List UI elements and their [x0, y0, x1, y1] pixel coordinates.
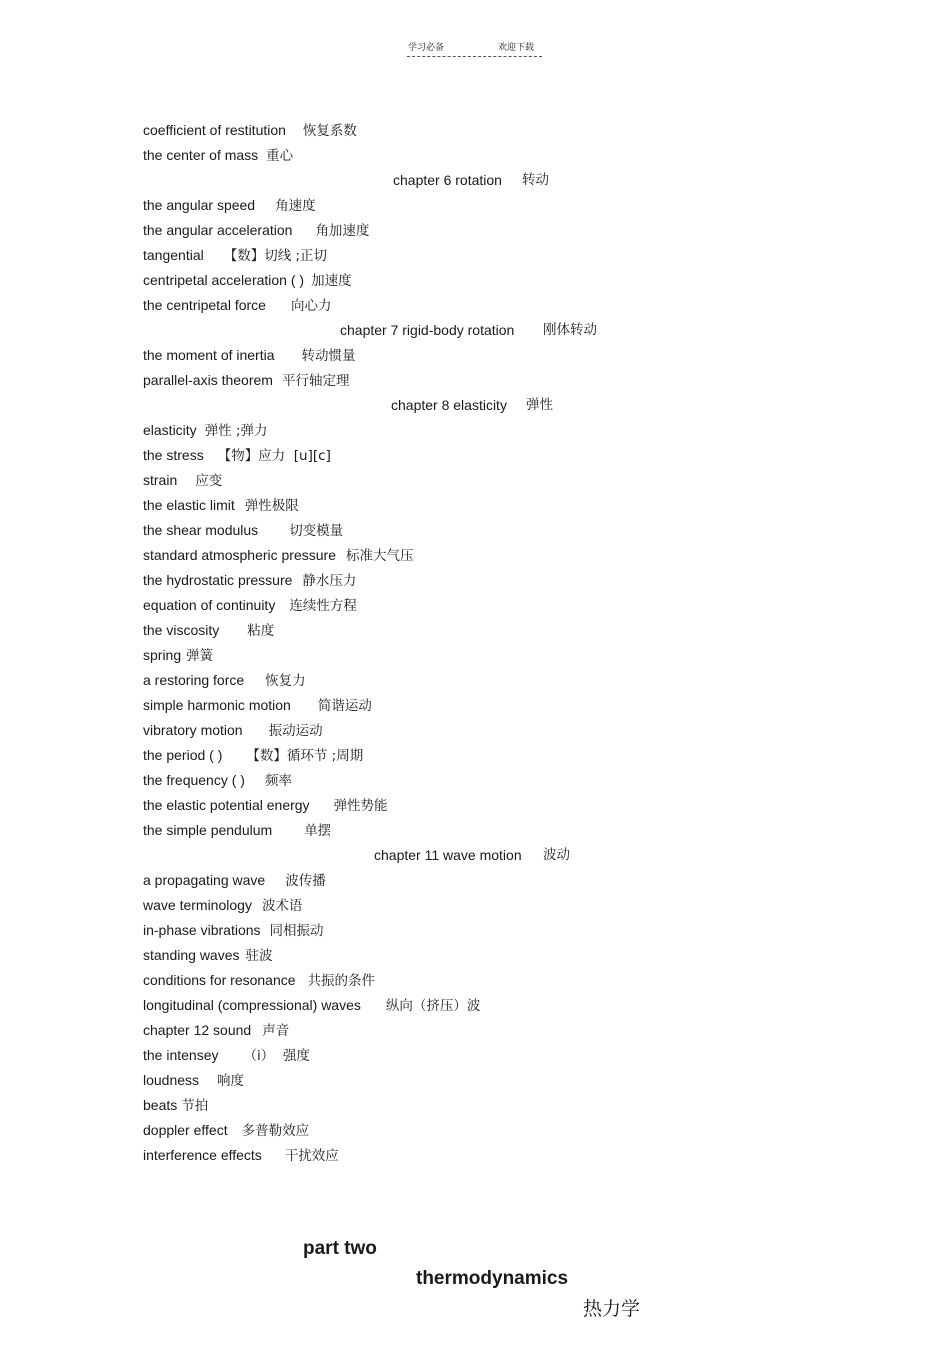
term-en: interference effects [143, 1147, 262, 1163]
chapter-heading [143, 318, 843, 343]
glossary-entry [143, 868, 843, 893]
term-en: coefficient of restitution [143, 122, 286, 138]
term-zh: 恢复系数 [302, 123, 357, 139]
glossary-entry [143, 718, 843, 743]
term-zh: 响度 [217, 1073, 245, 1089]
glossary-entry [143, 593, 843, 618]
term-zh: （i） 强度 [243, 1048, 310, 1064]
term-zh: 频率 [264, 773, 292, 789]
term-en: beats [143, 1097, 178, 1113]
glossary-entry [143, 1118, 843, 1143]
chapter-heading [143, 843, 843, 868]
term-en: the period ( ) [143, 747, 223, 763]
term-en: the elastic potential energy [143, 797, 310, 813]
glossary-entry [143, 543, 843, 568]
term-en: equation of continuity [143, 597, 276, 613]
term-en: spring [143, 647, 182, 663]
term-zh: 标准大气压 [346, 548, 414, 564]
glossary-entry [143, 968, 843, 993]
term-zh: 角速度 [275, 198, 316, 214]
term-en: the moment of inertia [143, 347, 275, 363]
term-zh: 恢复力 [265, 673, 306, 689]
term-en: the viscosity [143, 622, 220, 638]
term-en: the centripetal force [143, 297, 266, 313]
term-zh: 粘度 [247, 623, 275, 639]
term-zh: 转动惯量 [301, 348, 356, 364]
term-zh: 波传播 [285, 873, 326, 889]
page-header [407, 38, 542, 57]
chapter-title-zh: 刚体转动 [543, 322, 597, 338]
part-title [303, 1204, 641, 1320]
glossary-entry [143, 568, 843, 593]
glossary-entry [143, 743, 843, 768]
glossary-entry [143, 1018, 843, 1043]
header-right-text: 欢迎下载 [498, 43, 535, 53]
term-zh: 【数】切线 ;正切 [223, 248, 328, 264]
glossary-entry [143, 943, 843, 968]
term-zh: 多普勒效应 [241, 1123, 310, 1139]
term-zh: 声音 [262, 1023, 290, 1039]
glossary-entry [143, 918, 843, 943]
term-zh: 弹簧 [186, 648, 214, 664]
glossary-entry [143, 293, 843, 318]
term-zh: 【物】应力 [u][c] [217, 448, 331, 464]
term-en: centripetal acceleration ( ) [143, 272, 305, 288]
term-en: standard atmospheric pressure [143, 547, 336, 563]
glossary-entry [143, 243, 843, 268]
term-zh: 静水压力 [302, 573, 357, 589]
glossary-entry [143, 768, 843, 793]
term-en: tangential [143, 247, 204, 263]
term-en: the angular acceleration [143, 222, 293, 238]
glossary-entry [143, 368, 843, 393]
term-en: elasticity [143, 422, 197, 438]
glossary-entry [143, 993, 843, 1018]
term-zh: 【数】循环节 ;周期 [246, 748, 364, 764]
term-en: the elastic limit [143, 497, 235, 513]
term-zh: 弹性 ;弹力 [204, 423, 268, 439]
term-en: simple harmonic motion [143, 697, 291, 713]
term-en: a propagating wave [143, 872, 266, 888]
glossary-entry [143, 118, 843, 143]
term-zh: 共振的条件 [307, 973, 376, 989]
glossary-entry [143, 443, 843, 468]
glossary-entry [143, 793, 843, 818]
term-en: in-phase vibrations [143, 922, 261, 938]
glossary-entry [143, 1093, 843, 1118]
term-zh: 振动运动 [268, 723, 323, 739]
glossary-entry [143, 893, 843, 918]
term-zh: 干扰效应 [284, 1148, 339, 1164]
glossary-entry [143, 468, 843, 493]
term-zh: 驻波 [245, 948, 273, 964]
term-en: longitudinal (compressional) waves [143, 997, 361, 1013]
term-en: the frequency ( ) [143, 772, 245, 788]
chapter-title: chapter 11 wave motion [374, 847, 522, 863]
term-en: loudness [143, 1072, 200, 1088]
term-en: vibratory motion [143, 722, 243, 738]
term-zh: 弹性势能 [333, 798, 388, 814]
term-zh: 平行轴定理 [281, 373, 350, 389]
term-zh: 加速度 [311, 273, 352, 289]
glossary-entry [143, 643, 843, 668]
term-en: the simple pendulum [143, 822, 273, 838]
glossary-entry [143, 693, 843, 718]
term-zh: 应变 [195, 473, 223, 489]
glossary-entry [143, 1068, 843, 1093]
glossary-entry [143, 268, 843, 293]
term-en: the angular speed [143, 197, 256, 213]
term-en: the hydrostatic pressure [143, 572, 293, 588]
term-zh: 简谐运动 [317, 698, 372, 714]
term-zh: 单摆 [304, 823, 332, 839]
glossary-entry [143, 618, 843, 643]
term-zh: 连续性方程 [289, 598, 357, 614]
header-left-text: 学习必备 [408, 43, 445, 53]
term-en: wave terminology [143, 897, 252, 913]
glossary-entry [143, 518, 843, 543]
term-zh: 弹性极限 [244, 498, 299, 514]
term-en: a restoring force [143, 672, 245, 688]
term-zh: 纵向（挤压）波 [385, 998, 481, 1014]
glossary-list [143, 118, 843, 1168]
term-zh: 波术语 [261, 898, 303, 914]
glossary-entry [143, 493, 843, 518]
term-zh: 切变模量 [289, 523, 344, 539]
glossary-entry [143, 668, 843, 693]
chapter-title-zh: 波动 [543, 847, 570, 863]
chapter-title: chapter 6 rotation [393, 172, 502, 188]
term-en: chapter 12 sound [143, 1022, 252, 1038]
term-en: standing waves [143, 947, 240, 963]
part-label: part two [303, 1238, 377, 1259]
term-zh: 重心 [266, 148, 294, 164]
glossary-entry [143, 193, 843, 218]
part-name-en: thermodynamics [416, 1268, 569, 1289]
chapter-title-zh: 弹性 [526, 397, 553, 413]
chapter-title: chapter 7 rigid-body rotation [340, 322, 515, 338]
chapter-title-zh: 转动 [522, 172, 549, 188]
chapter-heading [143, 393, 843, 418]
term-zh: 节拍 [181, 1098, 209, 1114]
glossary-entry [143, 143, 843, 168]
chapter-title: chapter 8 elasticity [391, 397, 507, 413]
glossary-entry [143, 1043, 843, 1068]
part-name-zh: 热力学 [583, 1298, 641, 1320]
glossary-entry [143, 418, 843, 443]
term-en: the stress [143, 447, 204, 463]
glossary-entry [143, 1143, 843, 1168]
glossary-entry [143, 343, 843, 368]
term-zh: 角加速度 [315, 223, 370, 239]
term-en: parallel-axis theorem [143, 372, 273, 388]
term-zh: 向心力 [290, 298, 332, 314]
glossary-entry [143, 218, 843, 243]
term-en: the shear modulus [143, 522, 259, 538]
term-en: doppler effect [143, 1122, 228, 1138]
term-en: conditions for resonance [143, 972, 296, 988]
term-en: the intensey [143, 1047, 219, 1063]
chapter-heading [143, 168, 843, 193]
term-en: strain [143, 472, 178, 488]
term-en: the center of mass [143, 147, 259, 163]
glossary-entry [143, 818, 843, 843]
term-zh: 同相振动 [269, 923, 324, 939]
